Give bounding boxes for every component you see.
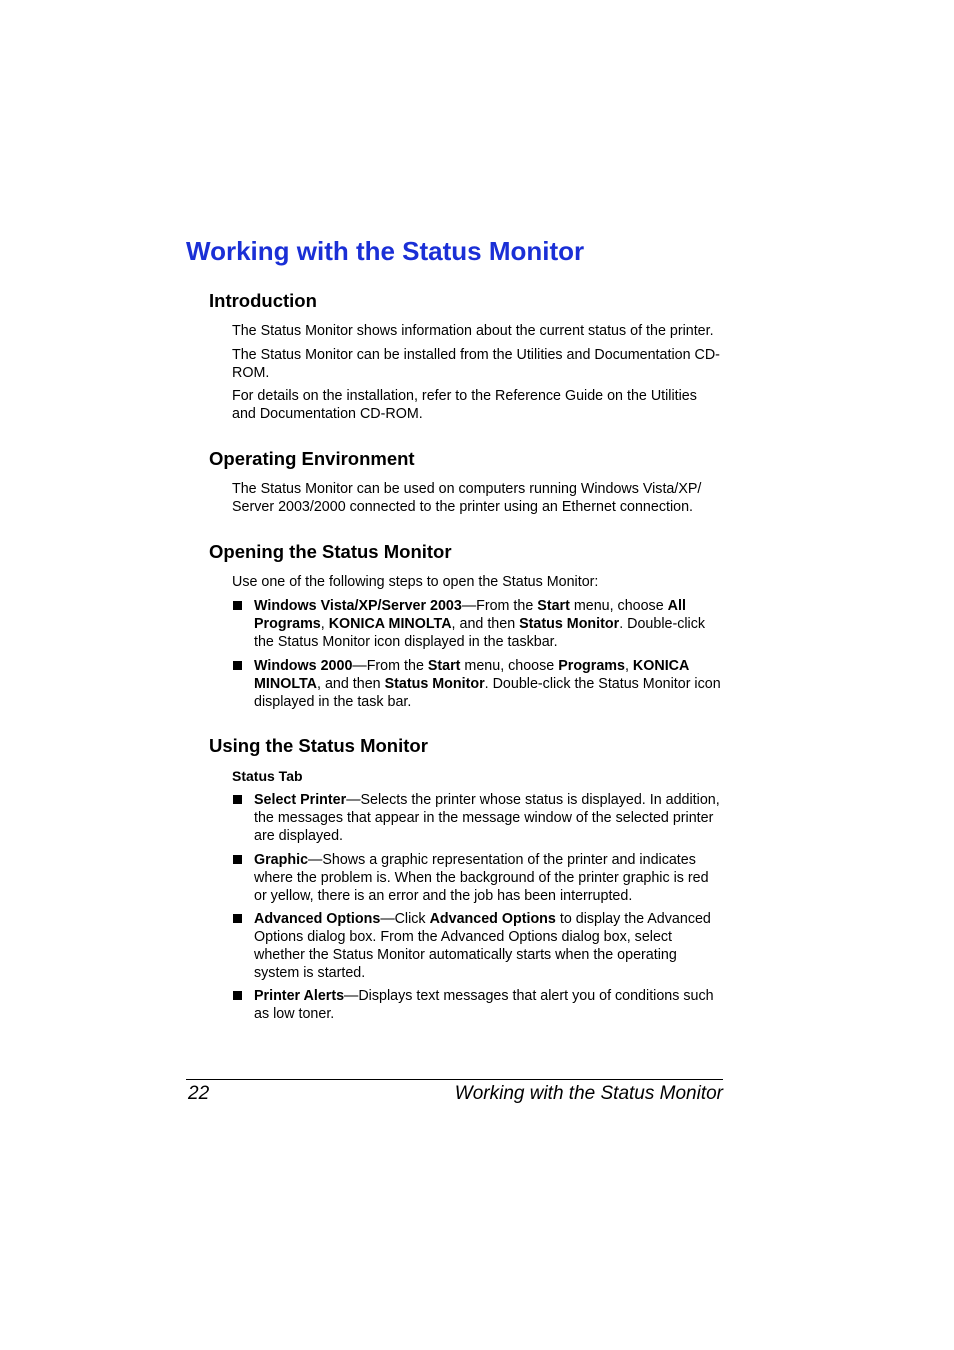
introduction-paragraph-3: For details on the installation, refer to the Reference Guide on the Utilities and Documentation CD-ROM. [232,388,697,422]
status-tab-subheading: Status Tab [232,768,303,784]
introduction-heading: Introduction [209,290,317,311]
list-item-text: Select Printer—Selects the printer whose status is displayed. In addition, the messages that appear in the message window of the selected printer are displayed. [254,792,720,844]
list-item-text: Windows 2000—From the Start menu, choose Programs, KONICA MINOLTA, and then Status Monitor. Double-click the Status Monitor icon displayed in the task bar. [254,658,721,710]
bullet-square-icon [233,991,242,1000]
opening-heading: Opening the Status Monitor [209,541,452,562]
bullet-square-icon [233,795,242,804]
list-item-text: Windows Vista/XP/Server 2003—From the Start menu, choose All Programs, KONICA MINOLTA, and then Status Monitor. Double-click the Status Monitor icon displayed in the taskbar. [254,598,706,650]
footer-divider [186,1079,723,1080]
list-item [232,657,724,711]
list-item [232,597,724,651]
list-item-text: Printer Alerts—Displays text messages that alert you of conditions such as low toner. [254,988,714,1022]
running-footer-title: Working with the Status Monitor [454,1083,723,1104]
page-title: Working with the Status Monitor [186,236,585,266]
using-heading: Using the Status Monitor [209,735,428,756]
opening-intro: Use one of the following steps to open the Status Monitor: [232,574,599,590]
introduction-paragraph-1: The Status Monitor shows information about the current status of the printer. [232,323,714,339]
bullet-square-icon [233,914,242,923]
bullet-square-icon [233,855,242,864]
list-item [232,987,724,1023]
list-item [232,910,724,982]
list-item-text: Advanced Options—Click Advanced Options to display the Advanced Options dialog box. From the Advanced Options dialog box, select whether the Status Monitor automatically starts when the operating system is started. [254,911,711,981]
page-number: 22 [188,1083,210,1104]
list-item-text: Graphic—Shows a graphic representation of the printer and indicates where the problem is. When the background of the printer graphic is red or yellow, there is an error and the job has been interrupted. [254,852,709,904]
bullet-square-icon [233,601,242,610]
operating-environment-heading: Operating Environment [209,448,415,469]
list-item [232,791,724,845]
operating-environment-paragraph: The Status Monitor can be used on computers running Windows Vista/XP/ Server 2003/2000 connected to the printer using an Ethernet connection. [232,481,702,515]
introduction-paragraph-2: The Status Monitor can be installed from the Utilities and Documentation CD-ROM. [232,347,720,381]
bullet-square-icon [233,661,242,670]
list-item [232,851,724,905]
